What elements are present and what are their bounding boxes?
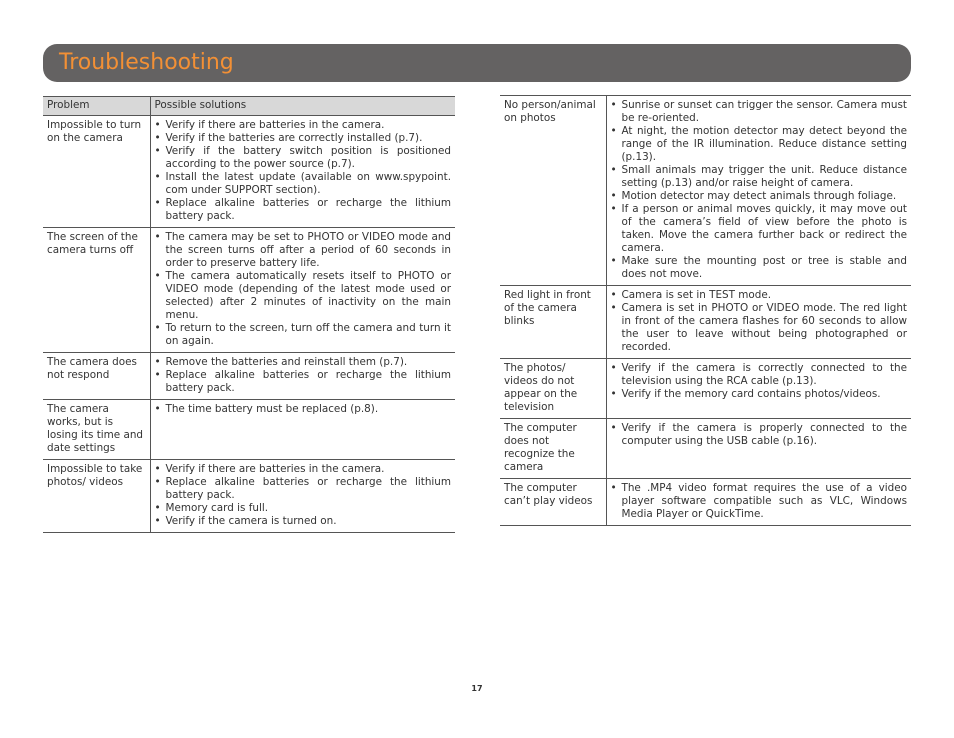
solution-item: • At night, the motion detector may detect beyond the range of the IR illumination. Reduce distance setting (p.13). xyxy=(611,125,908,164)
solution-item: • Install the latest update (available on www.spypoint. com under SUPPORT section). xyxy=(155,171,452,197)
page-number: 17 xyxy=(471,684,483,693)
solutions-cell xyxy=(606,479,911,526)
solutions-cell xyxy=(150,228,455,353)
solution-item: • Remove the batteries and reinstall them (p.7). xyxy=(155,356,452,369)
problem-cell: The screen of the camera turns off xyxy=(43,228,150,353)
problem-cell: Impossible to turn on the camera xyxy=(43,116,150,228)
table-row xyxy=(43,116,455,228)
solutions-list xyxy=(155,403,452,416)
problem-cell: The photos/ videos do not appear on the television xyxy=(500,359,606,419)
solution-item: • Sunrise or sunset can trigger the sensor. Camera must be re-oriented. xyxy=(611,99,908,125)
solution-item: • Memory card is full. xyxy=(155,502,452,515)
solution-item: • Camera is set in TEST mode. xyxy=(611,289,908,302)
solution-item: • Motion detector may detect animals through foliage. xyxy=(611,190,908,203)
table-body-right xyxy=(500,96,911,526)
solutions-cell xyxy=(606,96,911,286)
solutions-list xyxy=(611,482,908,521)
table-row xyxy=(500,419,911,479)
page-title: Troubleshooting xyxy=(59,50,234,75)
problem-cell: The computer does not recognize the camera xyxy=(500,419,606,479)
problem-cell: The camera works, but is losing its time and date settings xyxy=(43,400,150,460)
title-banner xyxy=(43,44,911,82)
table-body-left xyxy=(43,116,455,533)
solution-item: • Verify if the camera is correctly connected to the television using the RCA cable (p.13). xyxy=(611,362,908,388)
solution-item: • Camera is set in PHOTO or VIDEO mode. The red light in front of the camera flashes for 60 seconds to allow the user to leave without being photographed or recorded. xyxy=(611,302,908,354)
solution-item: • Replace alkaline batteries or recharge the lithium battery pack. xyxy=(155,476,452,502)
solution-item: • The time battery must be replaced (p.8). xyxy=(155,403,452,416)
solutions-cell xyxy=(606,359,911,419)
solution-item: • To return to the screen, turn off the camera and turn it on again. xyxy=(155,322,452,348)
solutions-list xyxy=(611,289,908,354)
solutions-list xyxy=(155,119,452,223)
solutions-list xyxy=(155,463,452,528)
table-row xyxy=(43,460,455,533)
problem-cell: The computer can’t play videos xyxy=(500,479,606,526)
solution-item: • The camera automatically resets itself to PHOTO or VIDEO mode (depending of the latest mode used or selected) after 2 minutes of inactivity on the main menu. xyxy=(155,270,452,322)
solution-item: • Verify if there are batteries in the camera. xyxy=(155,463,452,476)
solution-item: • Verify if there are batteries in the camera. xyxy=(155,119,452,132)
table-row xyxy=(43,400,455,460)
solutions-list xyxy=(611,362,908,401)
table-header-row xyxy=(43,97,455,116)
solution-item: • Replace alkaline batteries or recharge the lithium battery pack. xyxy=(155,369,452,395)
problem-cell: Impossible to take photos/ videos xyxy=(43,460,150,533)
solutions-cell xyxy=(150,353,455,400)
solutions-cell xyxy=(150,400,455,460)
header-solutions: Possible solutions xyxy=(150,97,455,116)
table-row xyxy=(43,228,455,353)
table-row xyxy=(500,479,911,526)
table-row xyxy=(500,359,911,419)
header-problem: Problem xyxy=(43,97,150,116)
solution-item: • Verify if the batteries are correctly installed (p.7). xyxy=(155,132,452,145)
solution-item: • If a person or animal moves quickly, it may move out of the camera’s field of view before the photo is taken. Move the camera further back or redirect the camera. xyxy=(611,203,908,255)
solution-item: • The camera may be set to PHOTO or VIDEO mode and the screen turns off after a period of 60 seconds in order to preserve battery life. xyxy=(155,231,452,270)
solution-item: • The .MP4 video format requires the use of a video player software compatible such as VLC, Windows Media Player or QuickTime. xyxy=(611,482,908,521)
solutions-list xyxy=(155,356,452,395)
solutions-list xyxy=(155,231,452,348)
solutions-cell xyxy=(606,286,911,359)
solution-item: • Replace alkaline batteries or recharge the lithium battery pack. xyxy=(155,197,452,223)
solution-item: • Verify if the memory card contains photos/videos. xyxy=(611,388,908,401)
solutions-list xyxy=(611,99,908,281)
solution-item: • Small animals may trigger the unit. Reduce distance setting (p.13) and/or raise height of camera. xyxy=(611,164,908,190)
solutions-list xyxy=(611,422,908,448)
table-row xyxy=(43,353,455,400)
problem-cell: The camera does not respond xyxy=(43,353,150,400)
solution-item: • Make sure the mounting post or tree is stable and does not move. xyxy=(611,255,908,281)
problem-cell: No person/animal on photos xyxy=(500,96,606,286)
solution-item: • Verify if the camera is properly connected to the computer using the USB cable (p.16). xyxy=(611,422,908,448)
solutions-cell xyxy=(150,116,455,228)
table-row xyxy=(500,96,911,286)
troubleshooting-table-right xyxy=(500,95,911,526)
troubleshooting-table-left xyxy=(43,96,455,533)
solution-item: • Verify if the camera is turned on. xyxy=(155,515,452,528)
table-row xyxy=(500,286,911,359)
solutions-cell xyxy=(606,419,911,479)
solution-item: • Verify if the battery switch position is positioned according to the power source (p.7). xyxy=(155,145,452,171)
problem-cell: Red light in front of the camera blinks xyxy=(500,286,606,359)
solutions-cell xyxy=(150,460,455,533)
